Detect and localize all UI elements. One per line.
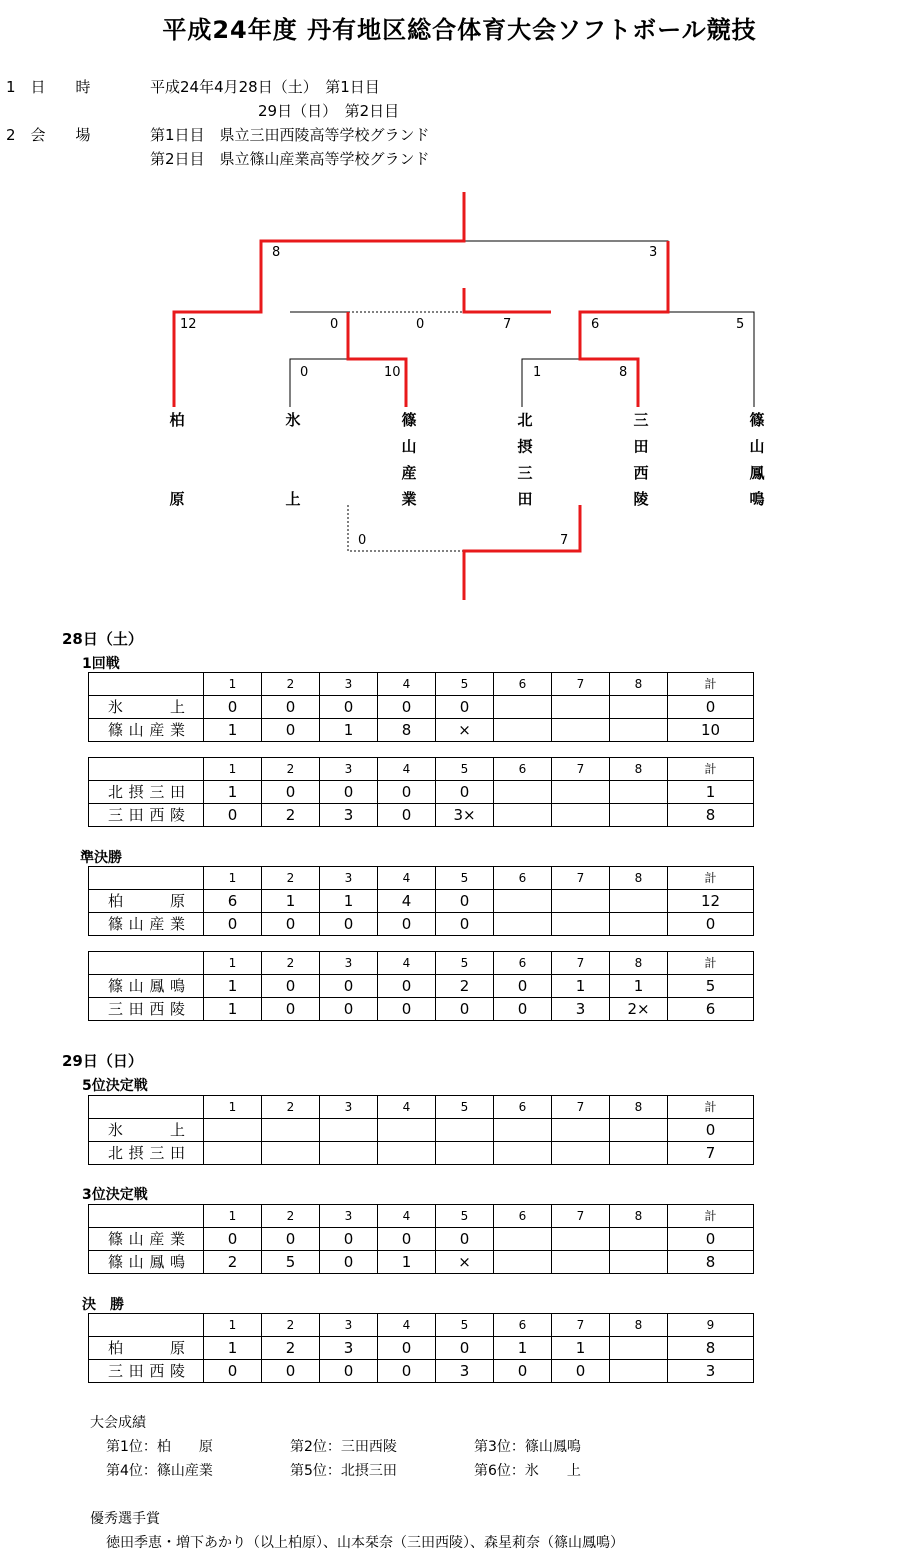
round-label-final: 決 勝: [82, 1297, 124, 1313]
inning-header-cell: 8: [610, 673, 668, 696]
venue-value-day2: 第2日目 県立篠山産業高等学校グランド: [150, 150, 430, 168]
inning-header-cell: 3: [320, 1096, 378, 1119]
inning-score-cell: 0: [436, 696, 494, 719]
inning-score-cell: 0: [378, 1337, 436, 1360]
inning-score-cell: [552, 1251, 610, 1274]
total-cell: 10: [668, 719, 754, 742]
round1b-score-right: 8: [619, 365, 628, 380]
result-place: 第4位：篠山産業: [106, 1463, 213, 1479]
results-heading: 大会成績: [90, 1415, 146, 1431]
inning-score-cell: 0: [262, 975, 320, 998]
score-table: [88, 672, 754, 742]
table-row: [89, 1337, 754, 1360]
inning-score-cell: [262, 1142, 320, 1165]
inning-score-cell: 1: [204, 719, 262, 742]
inning-score-cell: 0: [378, 1228, 436, 1251]
inning-score-cell: 2: [262, 1337, 320, 1360]
bracket-team-label: 篠山産業: [399, 412, 418, 506]
bracket-team-label: 篠山鳳鳴: [747, 412, 766, 506]
inning-header-cell: 計: [668, 1096, 754, 1119]
bracket-team-label: 氷上: [283, 412, 302, 506]
inning-score-cell: 0: [320, 913, 378, 936]
table-header-row: [89, 952, 754, 975]
inning-header-cell: 6: [494, 867, 552, 890]
inning-header-cell: 6: [494, 1096, 552, 1119]
inning-header-cell: 3: [320, 867, 378, 890]
inning-header-cell: 5: [436, 1096, 494, 1119]
team-name-cell: 氷 上: [89, 696, 204, 719]
inning-score-cell: [378, 1142, 436, 1165]
total-cell: 8: [668, 1251, 754, 1274]
inning-score-cell: ×: [436, 1251, 494, 1274]
inning-score-cell: [378, 1119, 436, 1142]
table-header-row: [89, 1205, 754, 1228]
inning-header-cell: 8: [610, 1096, 668, 1119]
inning-score-cell: [494, 913, 552, 936]
inning-score-cell: 1: [204, 998, 262, 1021]
inning-score-cell: 0: [320, 1360, 378, 1383]
inning-score-cell: 1: [204, 1337, 262, 1360]
inning-score-cell: [552, 781, 610, 804]
inning-score-cell: [610, 913, 668, 936]
inning-score-cell: [320, 1119, 378, 1142]
inning-score-cell: [494, 1251, 552, 1274]
header-blank-cell: [89, 1096, 204, 1119]
total-cell: 0: [668, 1228, 754, 1251]
inning-header-cell: 4: [378, 867, 436, 890]
header-blank-cell: [89, 867, 204, 890]
inning-score-cell: [494, 1228, 552, 1251]
inning-score-cell: [610, 1337, 668, 1360]
inning-header-cell: 4: [378, 758, 436, 781]
team-name-cell: 氷 上: [89, 1119, 204, 1142]
inning-header-cell: 1: [204, 867, 262, 890]
inning-score-cell: 0: [204, 696, 262, 719]
inning-header-cell: 6: [494, 758, 552, 781]
table-row: [89, 696, 754, 719]
total-cell: 8: [668, 804, 754, 827]
semifinal2-score-right: 5: [736, 317, 745, 332]
inning-score-cell: 1: [204, 781, 262, 804]
inning-score-cell: [610, 1119, 668, 1142]
team-name-cell: 北摂三田: [89, 781, 204, 804]
inning-header-cell: 6: [494, 952, 552, 975]
inning-score-cell: [552, 804, 610, 827]
inning-header-cell: 2: [262, 758, 320, 781]
inning-score-cell: 2×: [610, 998, 668, 1021]
inning-header-cell: 7: [552, 867, 610, 890]
inning-score-cell: [204, 1119, 262, 1142]
result-place: 第1位：柏 原: [106, 1439, 213, 1455]
round1b-score-left: 1: [533, 365, 542, 380]
bracket-team: [164, 412, 184, 506]
inning-header-cell: 1: [204, 758, 262, 781]
inning-header-cell: 9: [668, 1314, 754, 1337]
table-row: [89, 1228, 754, 1251]
inning-score-cell: 0: [378, 804, 436, 827]
inning-score-cell: [552, 913, 610, 936]
inning-header-cell: 2: [262, 1096, 320, 1119]
inning-score-cell: 1: [610, 975, 668, 998]
venue-label: 2 会 場: [6, 126, 91, 144]
semifinal1-score-left: 12: [180, 317, 197, 332]
round1a-score-left: 0: [300, 365, 309, 380]
inning-score-cell: 1: [204, 975, 262, 998]
inning-header-cell: 7: [552, 1096, 610, 1119]
inning-score-cell: 0: [262, 1360, 320, 1383]
inning-header-cell: 4: [378, 1205, 436, 1228]
inning-score-cell: 0: [378, 998, 436, 1021]
inning-score-cell: [610, 1142, 668, 1165]
header-blank-cell: [89, 758, 204, 781]
table-row: [89, 998, 754, 1021]
bracket-team: [396, 412, 416, 506]
inning-header-cell: 8: [610, 1205, 668, 1228]
inning-score-cell: [610, 1228, 668, 1251]
inning-header-cell: 5: [436, 1314, 494, 1337]
inning-header-cell: 7: [552, 1205, 610, 1228]
inning-score-cell: 1: [552, 1337, 610, 1360]
inning-score-cell: 3: [436, 1360, 494, 1383]
team-name-cell: 篠山鳳鳴: [89, 975, 204, 998]
inning-header-cell: 5: [436, 673, 494, 696]
venue-value-day1: 第1日目 県立三田西陵高等学校グランド: [150, 126, 430, 144]
inning-header-cell: 8: [610, 1314, 668, 1337]
inning-score-cell: [320, 1142, 378, 1165]
inning-score-cell: 1: [552, 975, 610, 998]
inning-header-cell: 2: [262, 1205, 320, 1228]
inning-score-cell: 6: [204, 890, 262, 913]
inning-header-cell: 6: [494, 673, 552, 696]
inning-score-cell: 4: [378, 890, 436, 913]
round-label-semifinal: 準決勝: [80, 850, 122, 866]
team-name-cell: 柏 原: [89, 1337, 204, 1360]
header-blank-cell: [89, 952, 204, 975]
inning-score-cell: 0: [378, 1360, 436, 1383]
inning-score-cell: 0: [436, 998, 494, 1021]
inning-header-cell: 7: [552, 758, 610, 781]
inning-score-cell: 0: [436, 913, 494, 936]
header-blank-cell: [89, 673, 204, 696]
inning-score-cell: [494, 696, 552, 719]
inning-score-cell: 2: [262, 804, 320, 827]
inning-header-cell: 計: [668, 1205, 754, 1228]
inning-score-cell: 0: [204, 1228, 262, 1251]
table-row: [89, 719, 754, 742]
inning-header-cell: 計: [668, 758, 754, 781]
fifth-place-score-right: 7: [560, 533, 569, 548]
bracket-team-label: 三田西陵: [631, 412, 650, 506]
inning-score-cell: [610, 1360, 668, 1383]
date-value-day1: 平成24年4月28日（土） 第1日目: [150, 78, 380, 96]
inning-header-cell: 1: [204, 1205, 262, 1228]
table-row: [89, 1142, 754, 1165]
inning-score-cell: 0: [262, 719, 320, 742]
award-names: 徳田季恵・増下あかり（以上柏原）、山本栞奈（三田西陵）、森星莉奈（篠山鳳鳴）: [106, 1535, 624, 1551]
inning-score-cell: [552, 1142, 610, 1165]
inning-score-cell: 0: [378, 975, 436, 998]
inning-score-cell: 0: [494, 998, 552, 1021]
score-table: [88, 866, 754, 936]
round-label-first: 1回戦: [82, 656, 120, 672]
inning-header-cell: 4: [378, 1096, 436, 1119]
bracket-team-label: 柏原: [167, 412, 186, 506]
table-row: [89, 804, 754, 827]
bracket-team: [628, 412, 648, 506]
team-name-cell: 篠山産業: [89, 719, 204, 742]
inning-score-cell: 0: [320, 1251, 378, 1274]
inning-header-cell: 6: [494, 1205, 552, 1228]
inning-score-cell: 0: [436, 890, 494, 913]
table-row: [89, 1251, 754, 1274]
inning-score-cell: 0: [378, 913, 436, 936]
inning-score-cell: 0: [320, 781, 378, 804]
inning-header-cell: 計: [668, 867, 754, 890]
team-name-cell: 北摂三田: [89, 1142, 204, 1165]
inning-score-cell: [262, 1119, 320, 1142]
inning-score-cell: [610, 781, 668, 804]
inning-score-cell: 0: [262, 1228, 320, 1251]
inning-score-cell: 0: [320, 696, 378, 719]
inning-score-cell: [552, 1228, 610, 1251]
score-table: [88, 1313, 754, 1383]
inning-score-cell: [552, 719, 610, 742]
inning-score-cell: 3: [552, 998, 610, 1021]
inning-header-cell: 1: [204, 673, 262, 696]
team-name-cell: 三田西陵: [89, 998, 204, 1021]
total-cell: 0: [668, 913, 754, 936]
inning-score-cell: 0: [262, 781, 320, 804]
team-name-cell: 柏 原: [89, 890, 204, 913]
inning-score-cell: 2: [436, 975, 494, 998]
inning-header-cell: 4: [378, 673, 436, 696]
inning-score-cell: 0: [262, 998, 320, 1021]
inning-score-cell: [610, 890, 668, 913]
inning-score-cell: 1: [262, 890, 320, 913]
semifinal-link-score-right: 7: [503, 317, 512, 332]
team-name-cell: 三田西陵: [89, 804, 204, 827]
team-name-cell: 篠山鳳鳴: [89, 1251, 204, 1274]
header-blank-cell: [89, 1314, 204, 1337]
inning-score-cell: 1: [378, 1251, 436, 1274]
inning-score-cell: [436, 1142, 494, 1165]
tournament-bracket: [0, 0, 919, 620]
score-table: [88, 757, 754, 827]
date-value-day2: 29日（日） 第2日目: [258, 102, 400, 120]
table-row: [89, 975, 754, 998]
inning-score-cell: 0: [436, 781, 494, 804]
round-label-fifth: 5位決定戦: [82, 1078, 148, 1094]
inning-score-cell: [494, 781, 552, 804]
table-header-row: [89, 1096, 754, 1119]
inning-score-cell: 0: [204, 804, 262, 827]
result-place: 第3位：篠山鳳鳴: [474, 1439, 581, 1455]
total-cell: 1: [668, 781, 754, 804]
inning-header-cell: 5: [436, 867, 494, 890]
score-table: [88, 1204, 754, 1274]
score-table: [88, 951, 754, 1021]
inning-header-cell: 3: [320, 673, 378, 696]
team-name-cell: 三田西陵: [89, 1360, 204, 1383]
bracket-team-label: 北摂三田: [515, 412, 534, 506]
inning-score-cell: [494, 804, 552, 827]
inning-header-cell: 計: [668, 952, 754, 975]
score-table: [88, 1095, 754, 1165]
inning-score-cell: 0: [262, 913, 320, 936]
inning-score-cell: [204, 1142, 262, 1165]
bracket-team: [512, 412, 532, 506]
inning-header-cell: 5: [436, 952, 494, 975]
fifth-place-score-left: 0: [358, 533, 367, 548]
inning-header-cell: 2: [262, 867, 320, 890]
total-cell: 5: [668, 975, 754, 998]
inning-score-cell: 2: [204, 1251, 262, 1274]
table-row: [89, 890, 754, 913]
final-score-right: 3: [649, 245, 658, 260]
header-blank-cell: [89, 1205, 204, 1228]
inning-header-cell: 7: [552, 952, 610, 975]
inning-header-cell: 5: [436, 1205, 494, 1228]
result-place: 第6位：氷 上: [474, 1463, 581, 1479]
day1-label: 28日（土）: [62, 630, 143, 648]
inning-score-cell: 0: [552, 1360, 610, 1383]
inning-score-cell: ×: [436, 719, 494, 742]
team-name-cell: 篠山産業: [89, 1228, 204, 1251]
inning-score-cell: 0: [494, 975, 552, 998]
inning-header-cell: 3: [320, 1314, 378, 1337]
table-header-row: [89, 758, 754, 781]
inning-header-cell: 2: [262, 952, 320, 975]
inning-header-cell: 8: [610, 952, 668, 975]
inning-score-cell: [610, 719, 668, 742]
inning-header-cell: 7: [552, 673, 610, 696]
inning-score-cell: 0: [494, 1360, 552, 1383]
inning-score-cell: 0: [262, 696, 320, 719]
inning-score-cell: 0: [436, 1337, 494, 1360]
final-score-left: 8: [272, 245, 281, 260]
result-place: 第2位：三田西陵: [290, 1439, 397, 1455]
inning-header-cell: 3: [320, 952, 378, 975]
table-row: [89, 1360, 754, 1383]
team-name-cell: 篠山産業: [89, 913, 204, 936]
inning-header-cell: 8: [610, 867, 668, 890]
inning-score-cell: 0: [320, 975, 378, 998]
inning-score-cell: 0: [204, 1360, 262, 1383]
inning-score-cell: [494, 1142, 552, 1165]
inning-header-cell: 4: [378, 1314, 436, 1337]
award-heading: 優秀選手賞: [90, 1511, 160, 1527]
inning-score-cell: 1: [320, 890, 378, 913]
table-header-row: [89, 867, 754, 890]
inning-score-cell: 1: [494, 1337, 552, 1360]
inning-header-cell: 1: [204, 952, 262, 975]
inning-score-cell: 0: [204, 913, 262, 936]
round-label-third: 3位決定戦: [82, 1187, 148, 1203]
total-cell: 7: [668, 1142, 754, 1165]
total-cell: 0: [668, 1119, 754, 1142]
inning-score-cell: [494, 890, 552, 913]
inning-score-cell: [610, 1251, 668, 1274]
inning-score-cell: 1: [320, 719, 378, 742]
inning-score-cell: 0: [320, 1228, 378, 1251]
total-cell: 3: [668, 1360, 754, 1383]
inning-score-cell: [610, 696, 668, 719]
page-title: 平成24年度 丹有地区総合体育大会ソフトボール競技: [162, 16, 757, 44]
table-row: [89, 913, 754, 936]
inning-header-cell: 計: [668, 673, 754, 696]
table-row: [89, 781, 754, 804]
inning-score-cell: 0: [378, 781, 436, 804]
inning-header-cell: 1: [204, 1096, 262, 1119]
inning-header-cell: 4: [378, 952, 436, 975]
inning-header-cell: 7: [552, 1314, 610, 1337]
table-header-row: [89, 673, 754, 696]
bracket-team: [280, 412, 300, 506]
inning-header-cell: 6: [494, 1314, 552, 1337]
inning-score-cell: 0: [378, 696, 436, 719]
date-label: 1 日 時: [6, 78, 91, 96]
inning-score-cell: [552, 1119, 610, 1142]
inning-score-cell: 8: [378, 719, 436, 742]
table-header-row: [89, 1314, 754, 1337]
inning-score-cell: 5: [262, 1251, 320, 1274]
total-cell: 12: [668, 890, 754, 913]
round1a-score-right: 10: [384, 365, 401, 380]
inning-header-cell: 1: [204, 1314, 262, 1337]
inning-header-cell: 3: [320, 1205, 378, 1228]
semifinal-link-score-left: 0: [416, 317, 425, 332]
total-cell: 8: [668, 1337, 754, 1360]
inning-header-cell: 5: [436, 758, 494, 781]
day2-label: 29日（日）: [62, 1052, 143, 1070]
inning-header-cell: 2: [262, 673, 320, 696]
inning-score-cell: [494, 1119, 552, 1142]
result-place: 第5位：北摂三田: [290, 1463, 397, 1479]
inning-score-cell: 0: [436, 1228, 494, 1251]
inning-score-cell: [552, 696, 610, 719]
inning-header-cell: 3: [320, 758, 378, 781]
inning-score-cell: [494, 719, 552, 742]
inning-score-cell: 3×: [436, 804, 494, 827]
inning-header-cell: 8: [610, 758, 668, 781]
table-row: [89, 1119, 754, 1142]
inning-score-cell: [436, 1119, 494, 1142]
inning-score-cell: 0: [320, 998, 378, 1021]
inning-score-cell: [610, 804, 668, 827]
bracket-team: [744, 412, 764, 506]
inning-score-cell: 3: [320, 804, 378, 827]
total-cell: 0: [668, 696, 754, 719]
inning-score-cell: [552, 890, 610, 913]
semifinal1-score-right: 0: [330, 317, 339, 332]
inning-header-cell: 2: [262, 1314, 320, 1337]
semifinal2-score-left: 6: [591, 317, 600, 332]
inning-score-cell: 3: [320, 1337, 378, 1360]
total-cell: 6: [668, 998, 754, 1021]
